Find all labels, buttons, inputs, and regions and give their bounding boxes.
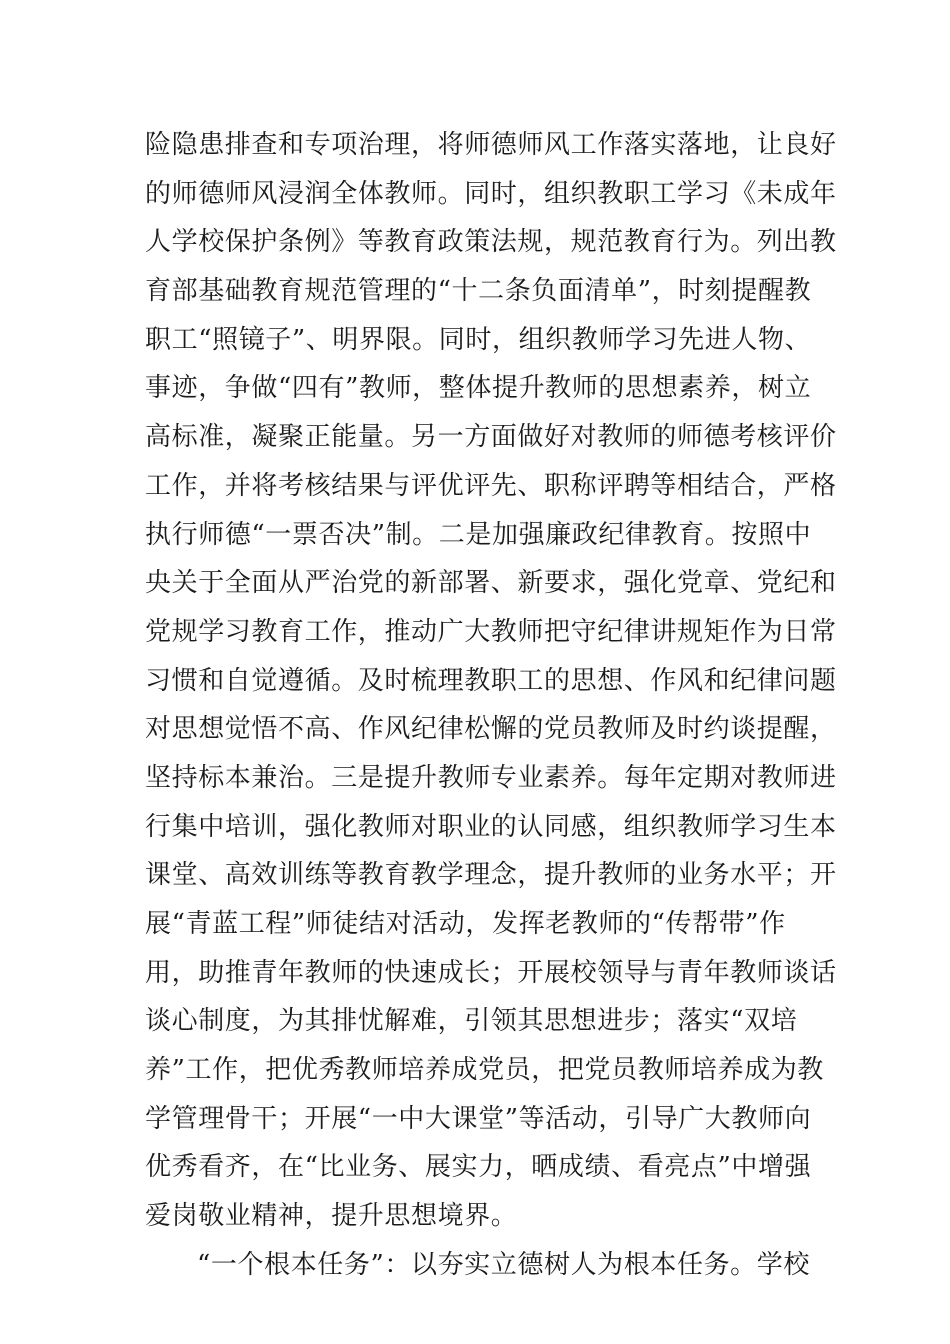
- text-line: 职工“照镜子”、明界限。同时，组织教师学习先进人物、: [145, 324, 812, 355]
- text-line: 的师德师风浸润全体教师。同时，组织教职工学习《未成年: [145, 178, 837, 209]
- text-line: 课堂、高效训练等教育教学理念，提升教师的业务水平；开: [145, 860, 837, 891]
- text-line: 央关于全面从严治党的新部署、新要求，强化党章、党纪和: [145, 568, 837, 599]
- text-line: 人学校保护条例》等教育政策法规，规范教育行为。列出教: [145, 227, 837, 258]
- text-line: 爱岗敬业精神，提升思想境界。: [145, 1201, 518, 1232]
- text-line: 展“青蓝工程”师徒结对活动，发挥老教师的“传帮带”作: [145, 909, 786, 939]
- text-line: 党规学习教育工作，推动广大教师把守纪律讲规矩作为日常: [145, 616, 837, 647]
- text-line: 学管理骨干；开展“一中大课堂”等活动，引导广大教师向: [145, 1103, 812, 1134]
- text-line: 对思想觉悟不高、作风纪律松懈的党员教师及时约谈提醒，: [145, 714, 837, 745]
- text-line: 习惯和自觉遵循。及时梳理教职工的思想、作风和纪律问题: [145, 665, 837, 696]
- text-line: 事迹，争做“四有”教师，整体提升教师的思想素养，树立: [145, 373, 812, 404]
- text-line: 谈心制度，为其排忧解难，引领其思想进步；落实“双培: [145, 1006, 798, 1037]
- text-line: 行集中培训，强化教师对职业的认同感，组织教师学习生本: [145, 811, 837, 842]
- text-line: 养”工作，把优秀教师培养成党员，把党员教师培养成为教: [145, 1055, 824, 1086]
- text-line: 工作，并将考核结果与评优评先、职称评聘等相结合，严格: [145, 470, 837, 501]
- text-line: 坚持标本兼治。三是提升教师专业素养。每年定期对教师进: [145, 762, 837, 793]
- text-line: 用，助推青年教师的快速成长；开展校领导与青年教师谈话: [145, 957, 837, 988]
- paragraph-start-line: “一个根本任务”：以夯实立德树人为根本任务。学校: [197, 1249, 810, 1280]
- text-line: 优秀看齐，在“比业务、展实力，晒成绩、看亮点”中增强: [145, 1152, 812, 1183]
- text-line: 育部基础教育规范管理的“十二条负面清单”，时刻提醒教: [145, 276, 812, 307]
- text-line: 高标准，凝聚正能量。另一方面做好对教师的师德考核评价: [145, 422, 837, 453]
- text-line: 险隐患排查和专项治理，将师德师风工作落实落地，让良好: [145, 130, 837, 160]
- body-text: [145, 121, 837, 1290]
- text-line: 执行师德“一票否决”制。二是加强廉政纪律教育。按照中: [145, 519, 812, 550]
